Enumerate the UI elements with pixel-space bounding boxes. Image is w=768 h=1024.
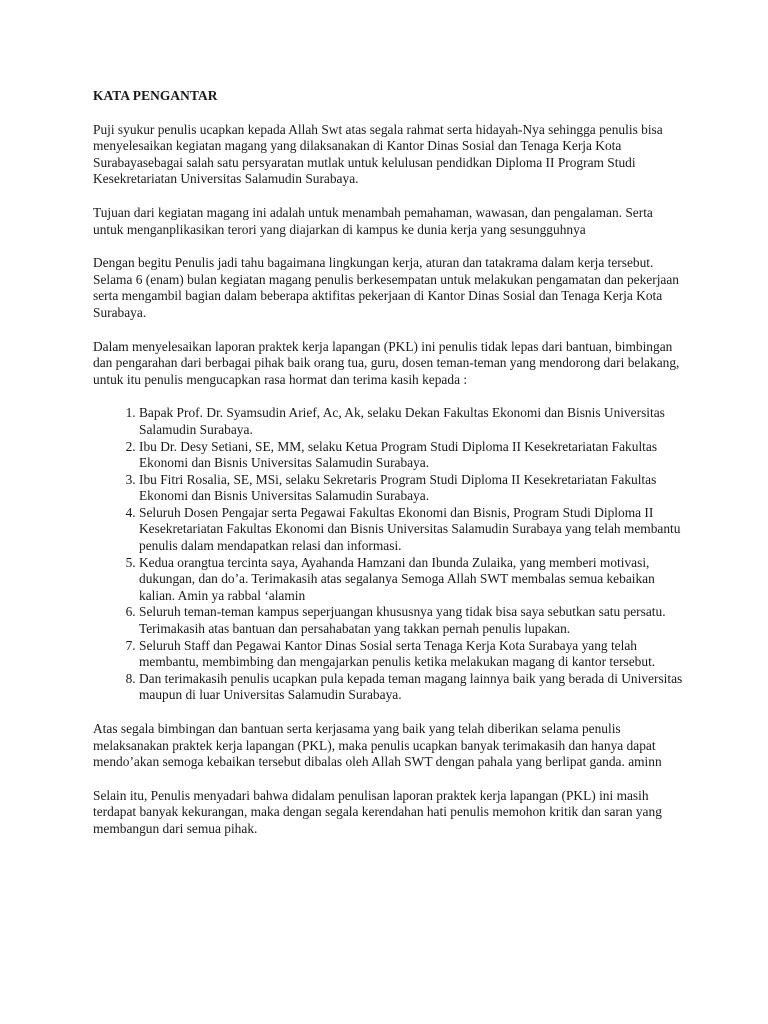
paragraph-experience: Dengan begitu Penulis jadi tahu bagaimana lingkungan kerja, aturan dan tatakrama dalam kerja tersebut. Selama 6 (enam) bulan kegiatan magang penulis berkesempatan untuk melakukan pengamatan dan pekerjaan serta mengambil bagian dalam beberapa aktifitas pekerjaan di Kantor Dinas Sosial dan Tenaga Kerja Kota Surabaya. bbox=[93, 255, 679, 320]
list-item: 4. Seluruh Dosen Pengajar serta Pegawai Fakultas Ekonomi dan Bisnis, Program Studi Diploma II Kesekretariatan Fakultas Ekonomi dan Bisnis Universitas Salamudin Surabaya yang telah membantu penulis dalam mendapatkan relasi dan informasi. bbox=[139, 505, 683, 555]
paragraph-opening: Puji syukur penulis ucapkan kepada Allah Swt atas segala rahmat serta hidayah-Nya sehingga penulis bisa menyelesaikan kegiatan magang yang dilaksanakan di Kantor Dinas Sosial dan Tenaga Kerja Kota Surabayasebagai salah satu persyaratan mutlak untuk kelulusan pendidkan Diploma II Program Studi Kesekretariatan Universitas Salamudin Surabaya. bbox=[93, 121, 663, 187]
list-item: 5. Kedua orangtua tercinta saya, Ayahanda Hamzani dan Ibunda Zulaika, yang memberi motivasi, dukungan, dan do’a. Terimakasih atas segalanya Semoga Allah SWT membalas semua kebaikan kalian. Amin ya rabbal ‘alamin bbox=[139, 555, 683, 605]
document-page bbox=[93, 88, 683, 855]
list-item: 2. Ibu Dr. Desy Setiani, SE, MM, selaku Ketua Program Studi Diploma II Kesekretariatan Fakultas Ekonomi dan Bisnis Universitas Salamudin Surabaya. bbox=[139, 439, 683, 472]
page-title: KATA PENGANTAR bbox=[93, 88, 218, 103]
acknowledgement-list bbox=[93, 405, 683, 704]
paragraph-closing: Selain itu, Penulis menyadari bahwa didalam penulisan laporan praktek kerja lapangan (PKL) ini masih terdapat banyak kekurangan, maka dengan segala kerendahan hati penulis memohon kritik dan saran yang membangun dari semua pihak. bbox=[93, 787, 662, 836]
paragraph-thanks: Atas segala bimbingan dan bantuan serta kerjasama yang baik yang telah diberikan selama penulis melaksanakan praktek kerja lapangan (PKL), maka penulis ucapkan banyak terimakasih dan hanya dapat mendo’akan semoga kebaikan tersebut dibalas oleh Allah SWT dengan pahala yang berlipat ganda. aminn bbox=[93, 721, 662, 770]
paragraph-purpose: Tujuan dari kegiatan magang ini adalah untuk menambah pemahaman, wawasan, dan pengalaman. Serta untuk menganplikasikan terori yang diajarkan di kampus ke dunia kerja yang sesungguhnya bbox=[93, 204, 653, 237]
paragraph-acknowledgement-intro: Dalam menyelesaikan laporan praktek kerja lapangan (PKL) ini penulis tidak lepas dari bantuan, bimbingan dan pengarahan dari berbagai pihak baik orang tua, guru, dosen teman-teman yang mendorong dari belakang, untuk itu penulis mengucapkan rasa hormat dan terima kasih kepada : bbox=[93, 338, 680, 387]
list-item: 7. Seluruh Staff dan Pegawai Kantor Dinas Sosial serta Tenaga Kerja Kota Surabaya yang telah membantu, membimbing dan mengajarkan penulis ketika melakukan magang di kantor tersebut. bbox=[139, 638, 683, 671]
list-item: 6. Seluruh teman-teman kampus seperjuangan khususnya yang tidak bisa saya sebutkan satu persatu. Terimakasih atas bantuan dan persahabatan yang takkan pernah penulis lupakan. bbox=[139, 604, 683, 637]
list-item: 1. Bapak Prof. Dr. Syamsudin Arief, Ac, Ak, selaku Dekan Fakultas Ekonomi dan Bisnis Universitas Salamudin Surabaya. bbox=[139, 405, 683, 438]
list-item: 8. Dan terimakasih penulis ucapkan pula kepada teman magang lainnya baik yang berada di Universitas maupun di luar Universitas Salamudin Surabaya. bbox=[139, 671, 683, 704]
list-item: 3. Ibu Fitri Rosalia, SE, MSi, selaku Sekretaris Program Studi Diploma II Kesekretariatan Fakultas Ekonomi dan Bisnis Universitas Salamudin Surabaya. bbox=[139, 472, 683, 505]
